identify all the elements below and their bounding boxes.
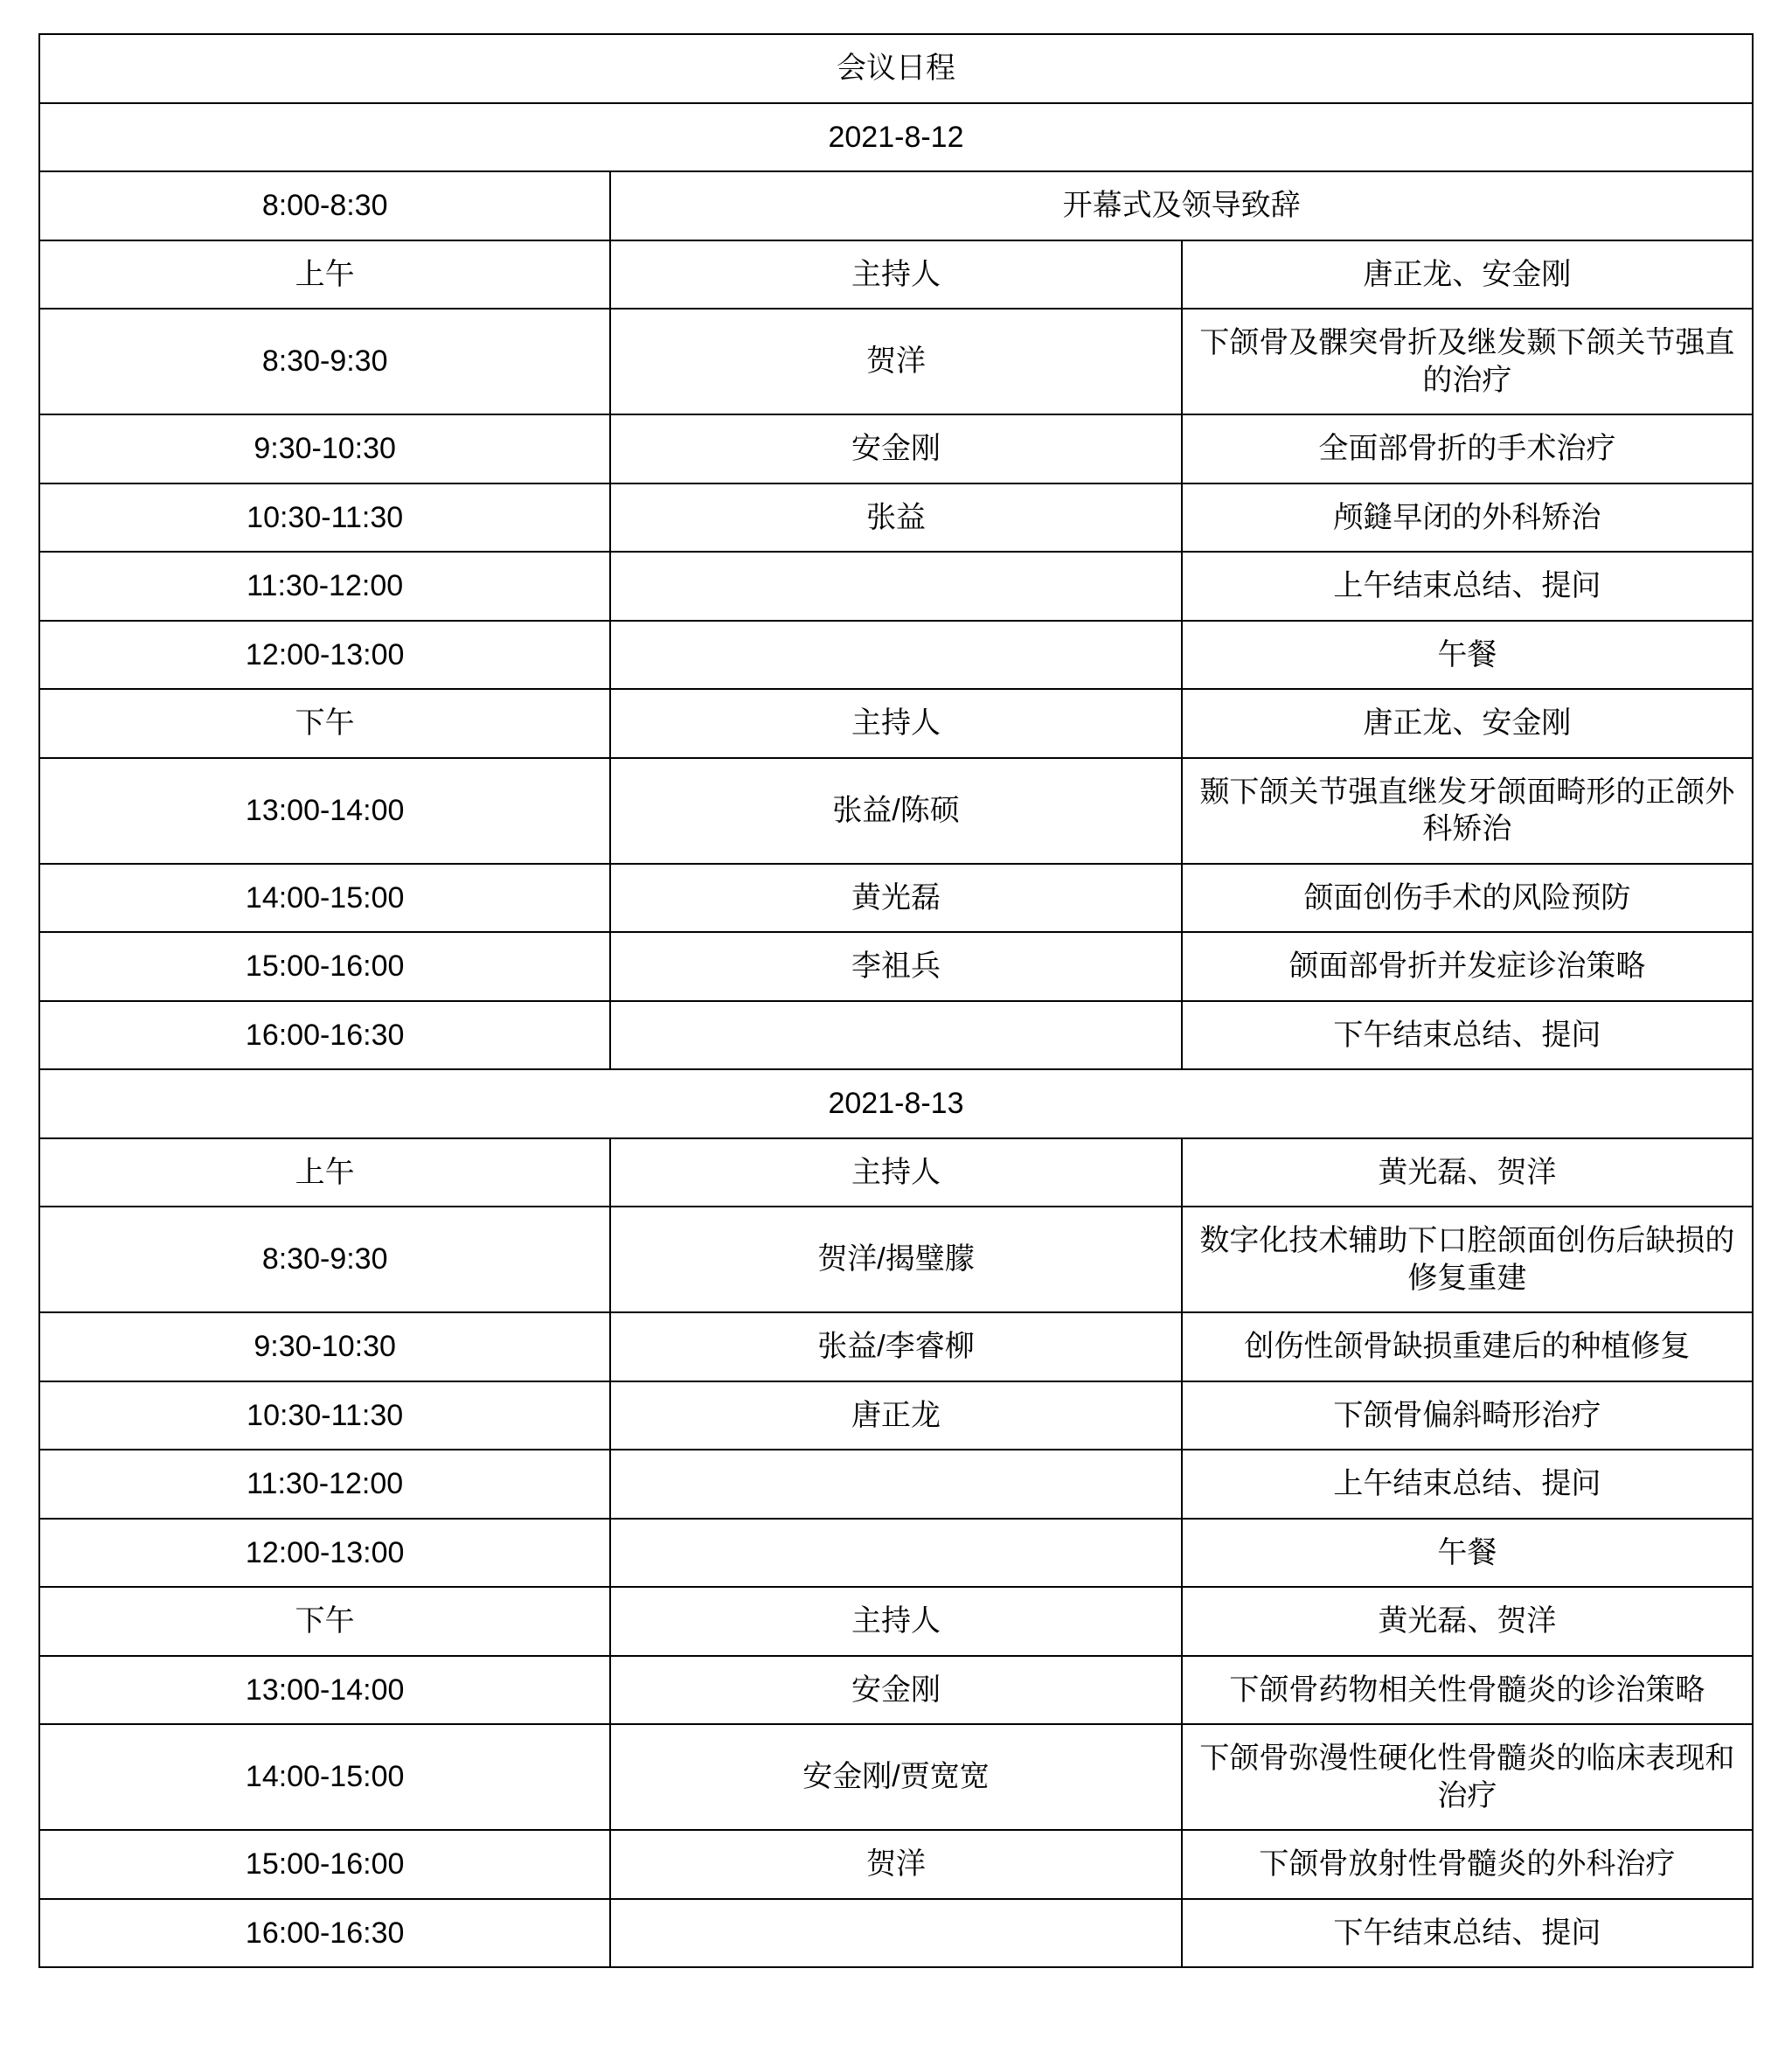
schedule-body xyxy=(39,34,1753,1967)
table-row xyxy=(39,1830,1753,1899)
schedule-speaker-cell: 张益/李睿柳 xyxy=(610,1312,1181,1381)
schedule-topic-cell: 全面部骨折的手术治疗 xyxy=(1182,414,1753,483)
schedule-speaker-cell: 主持人 xyxy=(610,689,1181,758)
schedule-speaker-cell: 贺洋 xyxy=(610,309,1181,414)
schedule-speaker-cell: 安金刚/贾宽宽 xyxy=(610,1724,1181,1830)
schedule-topic-cell: 下午结束总结、提问 xyxy=(1182,1001,1753,1070)
schedule-speaker-cell: 主持人 xyxy=(610,1587,1181,1656)
schedule-time-cell: 上午 xyxy=(39,240,610,310)
table-row xyxy=(39,1381,1753,1450)
schedule-time-cell: 15:00-16:00 xyxy=(39,932,610,1001)
schedule-time-cell: 下午 xyxy=(39,689,610,758)
schedule-topic-cell: 上午结束总结、提问 xyxy=(1182,552,1753,621)
schedule-speaker-cell: 主持人 xyxy=(610,240,1181,310)
schedule-time-cell: 10:30-11:30 xyxy=(39,1381,610,1450)
date-header-row xyxy=(39,1069,1753,1138)
schedule-speaker-cell: 李祖兵 xyxy=(610,932,1181,1001)
conference-schedule-table xyxy=(38,33,1754,1968)
schedule-topic-cell: 唐正龙、安金刚 xyxy=(1182,240,1753,310)
schedule-topic-cell: 下颌骨放射性骨髓炎的外科治疗 xyxy=(1182,1830,1753,1899)
table-row xyxy=(39,1138,1753,1207)
schedule-time-cell: 14:00-15:00 xyxy=(39,1724,610,1830)
schedule-speaker-cell xyxy=(610,552,1181,621)
table-row xyxy=(39,758,1753,864)
schedule-time-cell: 下午 xyxy=(39,1587,610,1656)
table-row xyxy=(39,483,1753,553)
schedule-time-cell: 16:00-16:30 xyxy=(39,1899,610,1968)
schedule-topic-cell: 下颌骨药物相关性骨髓炎的诊治策略 xyxy=(1182,1656,1753,1725)
schedule-topic-cell: 颌面创伤手术的风险预防 xyxy=(1182,864,1753,933)
schedule-topic-cell: 下颌骨及髁突骨折及继发颞下颌关节强直的治疗 xyxy=(1182,309,1753,414)
schedule-topic-cell: 开幕式及领导致辞 xyxy=(610,171,1753,240)
schedule-time-cell: 13:00-14:00 xyxy=(39,758,610,864)
schedule-topic-cell: 数字化技术辅助下口腔颌面创伤后缺损的修复重建 xyxy=(1182,1207,1753,1312)
schedule-topic-cell: 午餐 xyxy=(1182,1519,1753,1588)
table-row xyxy=(39,689,1753,758)
date-header: 2021-8-13 xyxy=(39,1069,1753,1138)
schedule-speaker-cell xyxy=(610,1519,1181,1588)
table-row xyxy=(39,1207,1753,1312)
schedule-speaker-cell: 黄光磊 xyxy=(610,864,1181,933)
schedule-speaker-cell xyxy=(610,621,1181,690)
table-row xyxy=(39,864,1753,933)
schedule-time-cell: 15:00-16:00 xyxy=(39,1830,610,1899)
schedule-speaker-cell xyxy=(610,1899,1181,1968)
schedule-topic-cell: 创伤性颌骨缺损重建后的种植修复 xyxy=(1182,1312,1753,1381)
schedule-speaker-cell: 安金刚 xyxy=(610,414,1181,483)
schedule-speaker-cell: 唐正龙 xyxy=(610,1381,1181,1450)
table-row xyxy=(39,621,1753,690)
table-row xyxy=(39,932,1753,1001)
schedule-topic-cell: 下午结束总结、提问 xyxy=(1182,1899,1753,1968)
schedule-speaker-cell: 主持人 xyxy=(610,1138,1181,1207)
schedule-time-cell: 13:00-14:00 xyxy=(39,1656,610,1725)
schedule-time-cell: 10:30-11:30 xyxy=(39,483,610,553)
schedule-speaker-cell: 张益 xyxy=(610,483,1181,553)
schedule-time-cell: 16:00-16:30 xyxy=(39,1001,610,1070)
page-title: 会议日程 xyxy=(39,34,1753,103)
table-row xyxy=(39,414,1753,483)
table-row xyxy=(39,1656,1753,1725)
schedule-topic-cell: 午餐 xyxy=(1182,621,1753,690)
schedule-topic-cell: 上午结束总结、提问 xyxy=(1182,1450,1753,1519)
date-header-row xyxy=(39,103,1753,172)
schedule-topic-cell: 黄光磊、贺洋 xyxy=(1182,1138,1753,1207)
schedule-speaker-cell: 贺洋 xyxy=(610,1830,1181,1899)
schedule-time-cell: 12:00-13:00 xyxy=(39,1519,610,1588)
schedule-time-cell: 9:30-10:30 xyxy=(39,1312,610,1381)
table-row xyxy=(39,552,1753,621)
table-title-row xyxy=(39,34,1753,103)
date-header: 2021-8-12 xyxy=(39,103,1753,172)
schedule-time-cell: 11:30-12:00 xyxy=(39,552,610,621)
table-row xyxy=(39,1312,1753,1381)
schedule-speaker-cell xyxy=(610,1001,1181,1070)
schedule-topic-cell: 唐正龙、安金刚 xyxy=(1182,689,1753,758)
schedule-topic-cell: 下颌骨偏斜畸形治疗 xyxy=(1182,1381,1753,1450)
schedule-topic-cell: 颌面部骨折并发症诊治策略 xyxy=(1182,932,1753,1001)
schedule-speaker-cell: 安金刚 xyxy=(610,1656,1181,1725)
table-row xyxy=(39,1001,1753,1070)
table-row xyxy=(39,1519,1753,1588)
table-row xyxy=(39,1724,1753,1830)
table-row xyxy=(39,1587,1753,1656)
schedule-topic-cell: 颅鏠早闭的外科矫治 xyxy=(1182,483,1753,553)
table-row xyxy=(39,1450,1753,1519)
schedule-topic-cell: 黄光磊、贺洋 xyxy=(1182,1587,1753,1656)
table-row xyxy=(39,240,1753,310)
schedule-time-cell: 8:30-9:30 xyxy=(39,309,610,414)
table-row xyxy=(39,309,1753,414)
schedule-speaker-cell xyxy=(610,1450,1181,1519)
schedule-time-cell: 8:30-9:30 xyxy=(39,1207,610,1312)
table-row xyxy=(39,1899,1753,1968)
schedule-time-cell: 8:00-8:30 xyxy=(39,171,610,240)
schedule-speaker-cell: 张益/陈硕 xyxy=(610,758,1181,864)
schedule-time-cell: 上午 xyxy=(39,1138,610,1207)
schedule-speaker-cell: 贺洋/揭璧朦 xyxy=(610,1207,1181,1312)
schedule-topic-cell: 下颌骨弥漫性硬化性骨髓炎的临床表现和治疗 xyxy=(1182,1724,1753,1830)
schedule-time-cell: 11:30-12:00 xyxy=(39,1450,610,1519)
table-row xyxy=(39,171,1753,240)
schedule-time-cell: 12:00-13:00 xyxy=(39,621,610,690)
schedule-time-cell: 9:30-10:30 xyxy=(39,414,610,483)
schedule-time-cell: 14:00-15:00 xyxy=(39,864,610,933)
schedule-topic-cell: 颞下颌关节强直继发牙颌面畸形的正颌外科矫治 xyxy=(1182,758,1753,864)
